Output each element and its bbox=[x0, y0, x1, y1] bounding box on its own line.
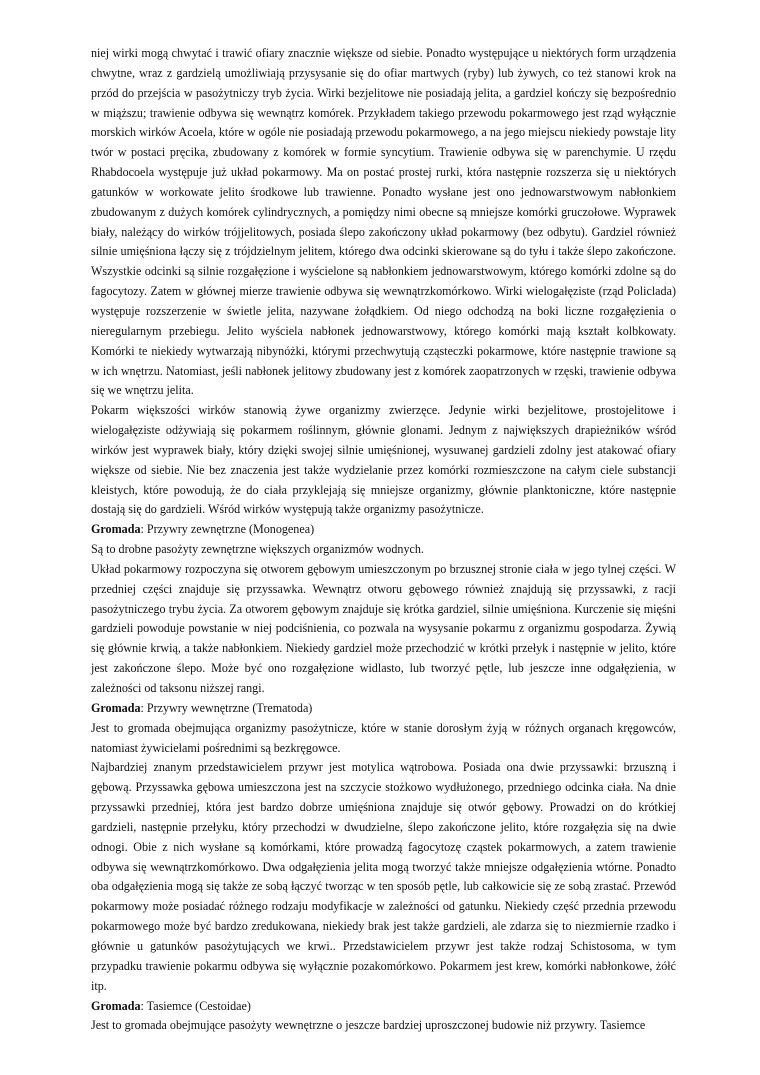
paragraph-monogenea-digestion: Układ pokarmowy rozpoczyna się otworem gębowym umieszczonym po brzusznej stronie ciała w jego tylnej części. W przedniej części znajduje się przyssawka. Wewnątrz otworu gębowego również znajdują się przyssawki, z racji pasożytniczego trybu życia. Za otworem gębowym znajduje się krótka gardziel, silnie umięśniona. Kurczenie się mięśni gardzieli powoduje powstanie w niej podciśnienia, co pozwala na wysysanie pokarmu z organizmu gospodarza. Żywią się głównie krwią, a także nabłonkiem. Niekiedy gardziel może przechodzić w krótki przełyk i następnie w jelito, które jest zakończone ślepo. Może być ono rozgałęzione widlasto, lub tworzyć pętle, lub jeszcze inne odgałęzienia, w zależności od taksonu niższej rangi. bbox=[91, 561, 676, 695]
heading-title: : Przywry zewnętrzne (Monogenea) bbox=[140, 522, 315, 537]
heading-monogenea bbox=[91, 520, 676, 540]
heading-cestoidae bbox=[91, 997, 676, 1017]
paragraph-cestoidae-intro: Jest to gromada obejmujące pasożyty wewnętrzne o jeszcze bardziej uproszczonej budowie niż przywry. Tasiemce bbox=[91, 1018, 646, 1033]
paragraph-trematoda-intro: Jest to gromada obejmująca organizmy pasożytnicze, które w stanie dorosłym żyją w różnych organach kręgowców, natomiast żywicielami pośrednimi są bezkręgowce. bbox=[91, 720, 676, 755]
heading-label: Gromada bbox=[91, 700, 141, 715]
paragraph-trematoda-digestion: Najbardziej znanym przedstawicielem przywr jest motylica wątrobowa. Posiada ona dwie przyssawki: brzuszną i gębową. Przyssawka gębowa umieszczona jest na szczycie stożkowo wydłużonego, przedniego odcinka ciała. Na dnie przyssawki przedniej, która jest bardzo dobrze umięśniona znajduje się otwór gębowy. Prowadzi on do krótkiej gardzieli, następnie przełyku, który przechodzi w dwudzielne, ślepo zakończone jelito, które rozgałęzia się na dwie odnogi. Obie z nich wysłane są komórkami, które prowadzą fagocytozę cząstek pokarmowych, a zatem trawienie odbywa się wewnątrzkomórkowo. Dwa odgałęzienia jelita mogą tworzyć także mniejsze odgałęzienia wtórne. Ponadto oba odgałęzienia mogą się także ze sobą łączyć tworząc w ten sposób pętle, lub całkowicie się ze sobą zrastać. Przewód pokarmowy może posiadać różnego rodzaju modyfikacje w zależności od gatunku. Niekiedy część przednia przewodu pokarmowego może być bardzo zredukowana, niekiedy brak jest także gardzieli, ale zdarza się to niezmiernie rzadko i głównie u gatunków pasożytujących we krwi.. Przedstawicielem przywr jest także rodzaj Schistosoma, w tym przypadku trawienie pokarmu odbywa się wyłącznie pozakomórkowo. Pokarmem jest krew, komórki nabłonkowe, żółć itp. bbox=[91, 760, 676, 993]
paragraph-diet-turbellaria: Pokarm większości wirków stanowią żywe organizmy zwierzęce. Jedynie wirki bezjelitowe, prostojelitowe i wielogałęziste odżywiają się pokarmem roślinnym, głównie glonami. Jednym z największych drapieżników wśród wirków jest wyprawek biały, który dzięki swojej silnie umięśnionej, wysuwanej gardzieli zdolny jest atakować ofiary większe od siebie. Nie bez znaczenia jest także wydzielanie przez komórki rozmieszczone na całym ciele substancji kleistych, które powodują, że do ciała przyklejają się mniejsze organizmy, głównie planktoniczne, które następnie dostają się do gardzieli. Wśród wirków występują także organizmy pasożytnicze. bbox=[91, 403, 676, 517]
heading-label: Gromada bbox=[91, 522, 141, 537]
heading-trematoda bbox=[91, 699, 676, 719]
heading-label: Gromada bbox=[91, 998, 141, 1013]
heading-title: : Przywry wewnętrzne (Trematoda) bbox=[140, 700, 313, 715]
paragraph-digestion-turbellaria: niej wirki mogą chwytać i trawić ofiary znacznie większe od siebie. Ponadto występujące u niektórych form urządzenia chwytne, wraz z gardzielą umożliwiają przysysanie się do ofiar martwych (ryby) lub żywych, co też stanowi krok na przód do przejścia w pasożytniczy tryb życia. Wirki bezjelitowe nie posiadają jelita, a gardziel kończy się bezpośrednio w miąższu; trawienie odbywa się wewnątrz komórek. Przykładem takiego przewodu pokarmowego jest rząd wyłącznie morskich wirków Acoela, które w ogóle nie posiadają przewodu pokarmowego, a na jego miejscu niekiedy powstaje lity twór w postaci pręcika, zbudowany z komórek w formie syncytium. Trawienie odbywa się w parenchymie. U rzędu Rhabdocoela występuje już układ pokarmowy. Ma on postać prostej rurki, która następnie rozszerza się u niektórych gatunków w workowate jelito środkowe lub trawienne. Ponadto wysłane jest ono jednowarstwowym nabłonkiem zbudowanym z dużych komórek cylindrycznych, a pomiędzy nimi obecne są mniejsze komórki gruczołowe. Wyprawek biały, należący do wirków trójjelitowych, posiada ślepo zakończony układ pokarmowy (bez odbytu). Gardziel również silnie umięśniona łączy się z trójdzielnym jelitem, którego dwa odcinki skierowane są do tyłu i także ślepo zakończone. Wszystkie odcinki są silnie rozgałęzione i wyścielone są nabłonkiem jednowarstwowym, którego komórki zdolne są do fagocytozy. Zatem w głównej mierze trawienie odbywa się wewnątrzkomórkowo. Wirki wielogałęziste (rząd Policlada) występuje rozszerzenie w świetle jelita, nazywane żołądkiem. Od niego odchodzą na boki liczne rozgałęzienia o nieregularnym przebiegu. Jelito wyściela nabłonek jednowarstwowy, którego komórki mają kształt kolbkowaty. Komórki te niekiedy wytwarzają nibynóżki, którymi przechwytują cząsteczki pokarmowe, które następnie trawione są w ich wnętrzu. Natomiast, jeśli nabłonek jelitowy zbudowany jest z komórek zaopatrzonych w rzęski, trawienie odbywa się we wnętrzu jelita. bbox=[91, 46, 676, 398]
paragraph-monogenea-intro: Są to drobne pasożyty zewnętrzne większych organizmów wodnych. bbox=[91, 542, 424, 557]
heading-title: : Tasiemce (Cestoidae) bbox=[140, 998, 251, 1013]
